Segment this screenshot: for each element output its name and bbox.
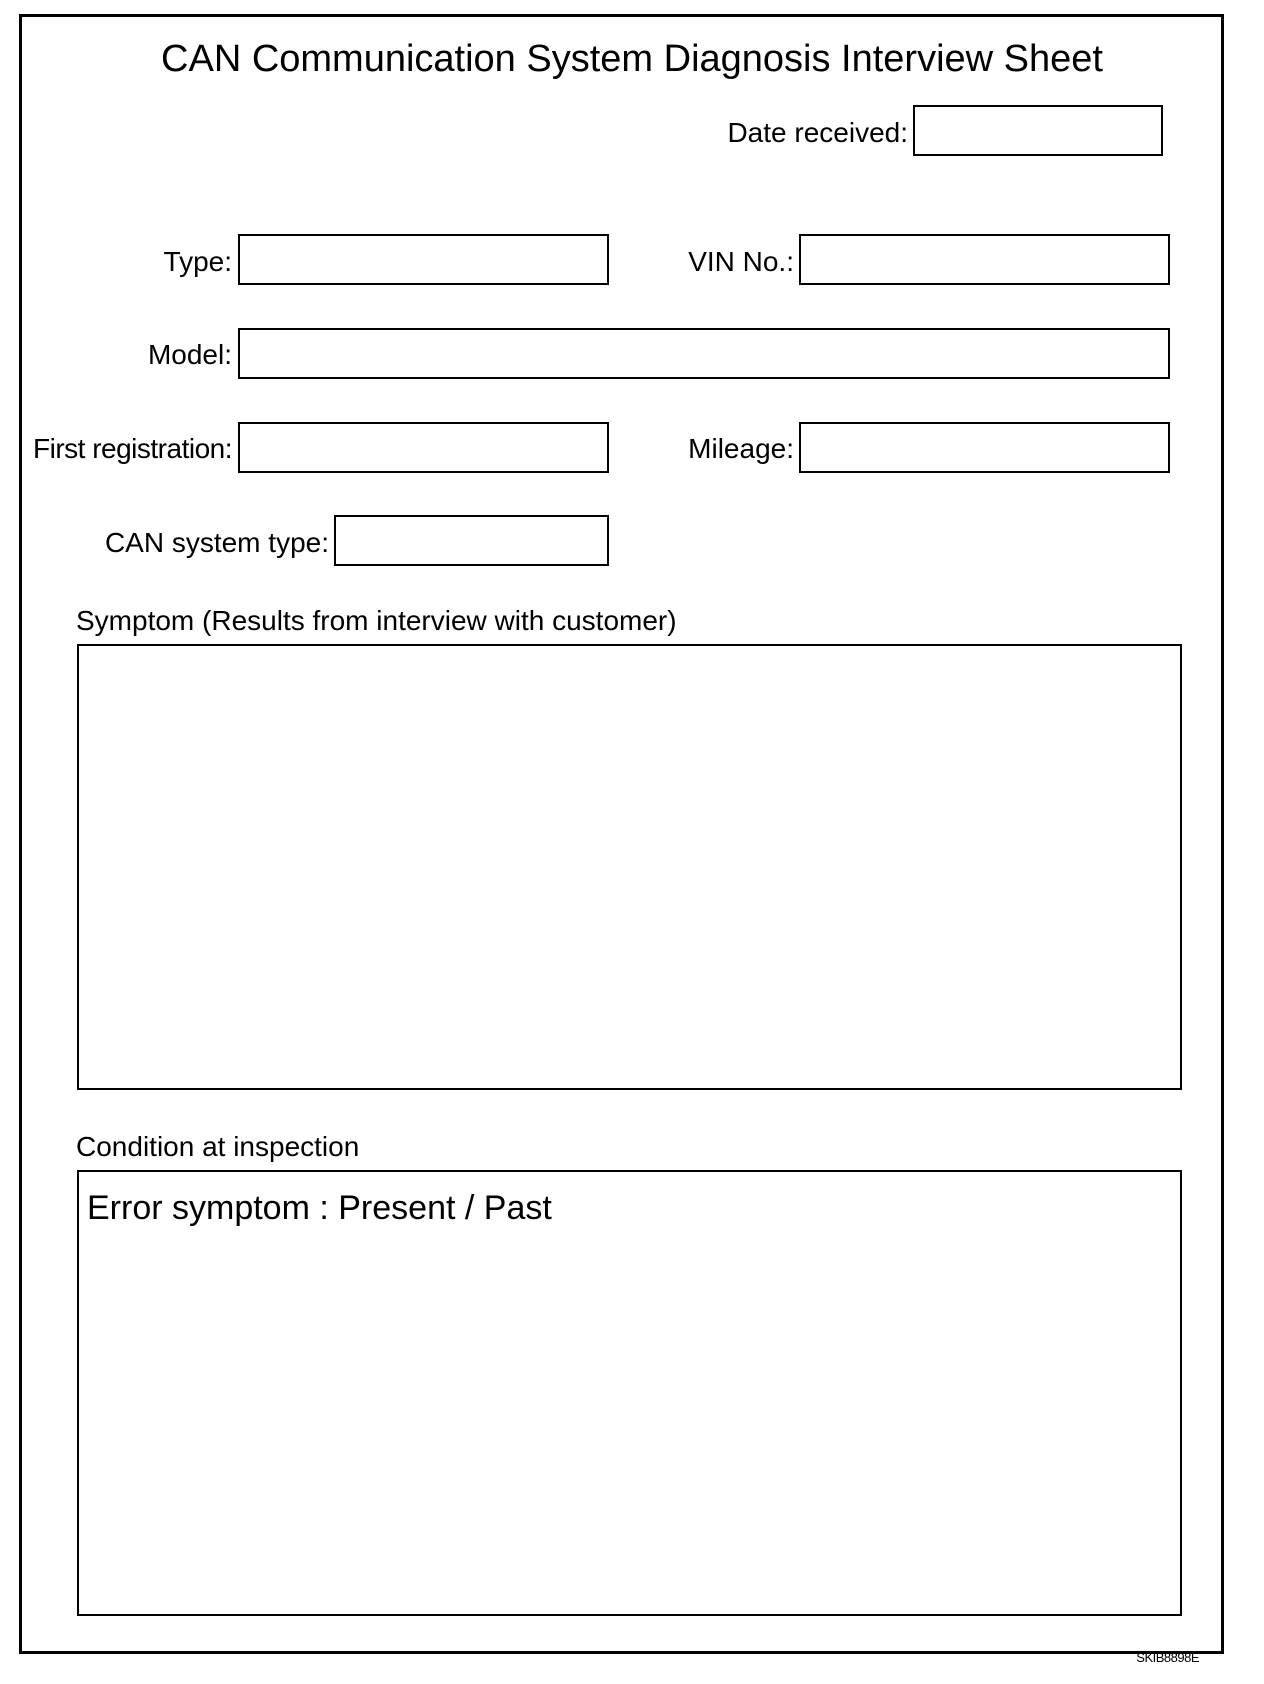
type-label: Type: <box>163 246 232 277</box>
first-registration-label: First registration: <box>33 433 232 464</box>
symptom-label: Symptom (Results from interview with customer) <box>76 605 677 636</box>
page-title: CAN Communication System Diagnosis Interview Sheet <box>161 38 1103 80</box>
condition-label: Condition at inspection <box>76 1131 360 1162</box>
symptom-area[interactable] <box>77 644 1182 1090</box>
condition-area[interactable] <box>77 1170 1182 1616</box>
model-label: Model: <box>147 339 232 370</box>
date-received-field[interactable] <box>913 105 1163 156</box>
type-field[interactable] <box>238 234 609 285</box>
figure-code: SKIB8898E <box>1136 1650 1199 1665</box>
mileage-label: Mileage: <box>688 433 794 464</box>
date-received-label: Date received: <box>727 117 908 148</box>
error-symptom-text: Error symptom : Present / Past <box>87 1189 552 1227</box>
can-system-type-field[interactable] <box>334 515 609 566</box>
model-field[interactable] <box>238 328 1170 379</box>
vin-label: VIN No.: <box>688 246 794 277</box>
mileage-field[interactable] <box>799 422 1170 473</box>
vin-field[interactable] <box>799 234 1170 285</box>
can-system-type-label: CAN system type: <box>104 527 329 558</box>
first-registration-field[interactable] <box>238 422 609 473</box>
